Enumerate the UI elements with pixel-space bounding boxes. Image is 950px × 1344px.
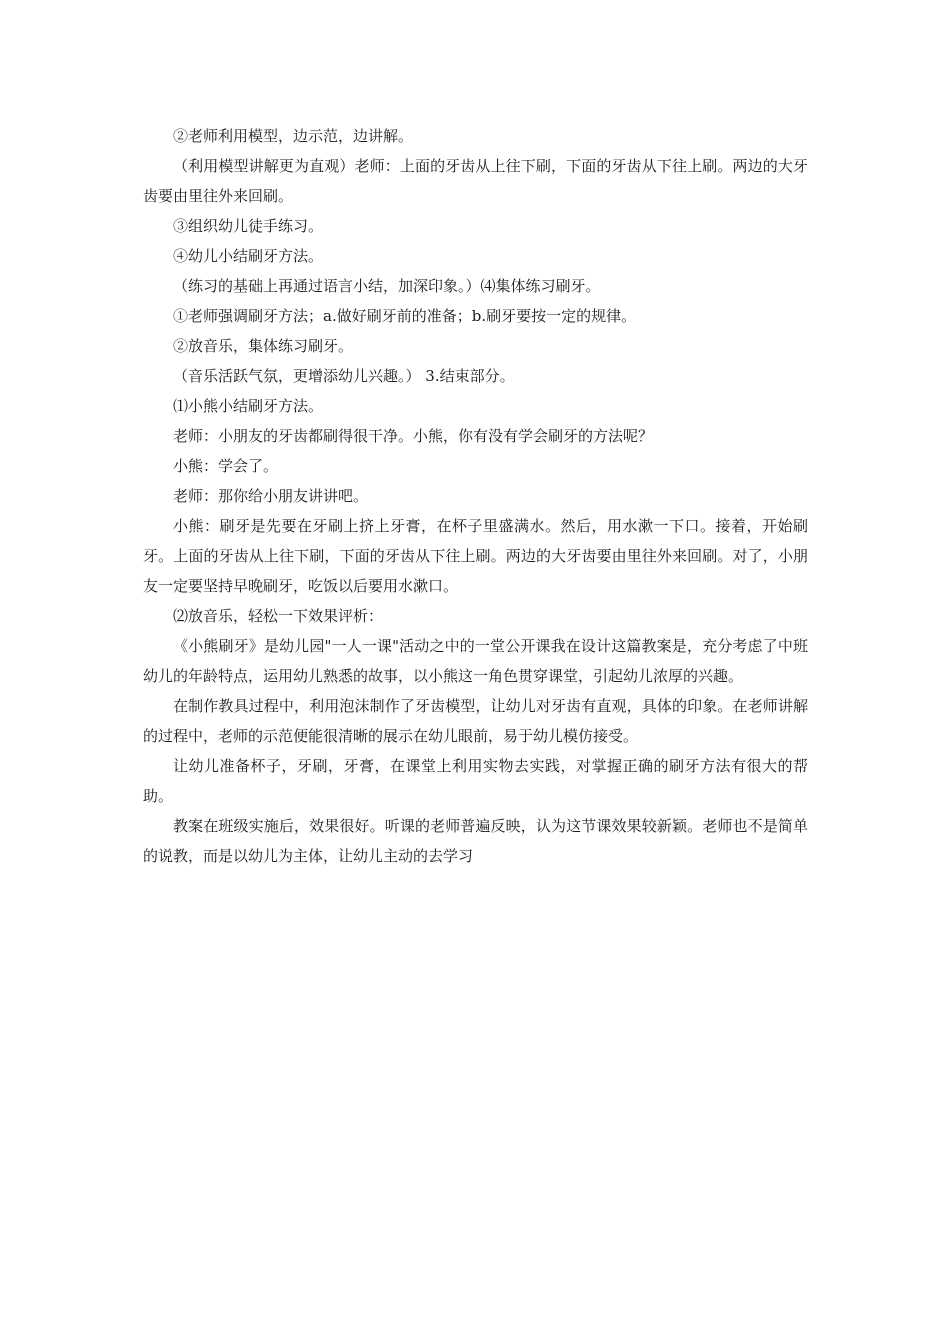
document-body xyxy=(143,121,808,871)
paragraph: 小熊：刷牙是先要在牙刷上挤上牙膏，在杯子里盛满水。然后，用水漱一下口。接着，开始刷牙。上面的牙齿从上往下刷，下面的牙齿从下往上刷。两边的大牙齿要由里往外来回刷。对了，小朋友一定要坚持早晚刷牙，吃饭以后要用水漱口。 xyxy=(143,517,808,595)
paragraph: （音乐活跃气氛，更增添幼儿兴趣。） 3.结束部分。 xyxy=(173,367,515,385)
paragraph: 在制作教具过程中，利用泡沫制作了牙齿模型，让幼儿对牙齿有直观，具体的印象。在老师讲解的过程中，老师的示范便能很清晰的展示在幼儿眼前，易于幼儿模仿接受。 xyxy=(143,697,808,745)
paragraph: ⑴小熊小结刷牙方法。 xyxy=(173,397,324,415)
paragraph: ②放音乐，集体练习刷牙。 xyxy=(173,337,354,355)
paragraph: 教案在班级实施后，效果很好。听课的老师普遍反映，认为这节课效果较新颖。老师也不是简单的说教，而是以幼儿为主体，让幼儿主动的去学习 xyxy=(143,817,808,865)
paragraph: ①老师强调刷牙方法；a.做好刷牙前的准备；b.刷牙要按一定的规律。 xyxy=(173,307,637,325)
paragraph: 《小熊刷牙》是幼儿园"一人一课"活动之中的一堂公开课我在设计这篇教案是，充分考虑了中班幼儿的年龄特点，运用幼儿熟悉的故事，以小熊这一角色贯穿课堂，引起幼儿浓厚的兴趣。 xyxy=(143,637,808,685)
paragraph: （利用模型讲解更为直观）老师：上面的牙齿从上往下刷，下面的牙齿从下往上刷。两边的大牙齿要由里往外来回刷。 xyxy=(143,157,808,205)
paragraph: 老师：那你给小朋友讲讲吧。 xyxy=(173,487,369,505)
paragraph: 老师：小朋友的牙齿都刷得很干净。小熊，你有没有学会刷牙的方法呢？ xyxy=(173,427,654,445)
paragraph: 小熊：学会了。 xyxy=(173,457,279,475)
paragraph: ③组织幼儿徒手练习。 xyxy=(173,217,324,235)
paragraph: （练习的基础上再通过语言小结，加深印象。）⑷集体练习刷牙。 xyxy=(173,277,601,295)
paragraph: ②老师利用模型，边示范，边讲解。 xyxy=(173,127,414,145)
paragraph: ⑵放音乐，轻松一下效果评析： xyxy=(173,607,384,625)
paragraph: 让幼儿准备杯子，牙刷，牙膏，在课堂上利用实物去实践，对掌握正确的刷牙方法有很大的帮助。 xyxy=(143,757,808,805)
paragraph: ④幼儿小结刷牙方法。 xyxy=(173,247,324,265)
